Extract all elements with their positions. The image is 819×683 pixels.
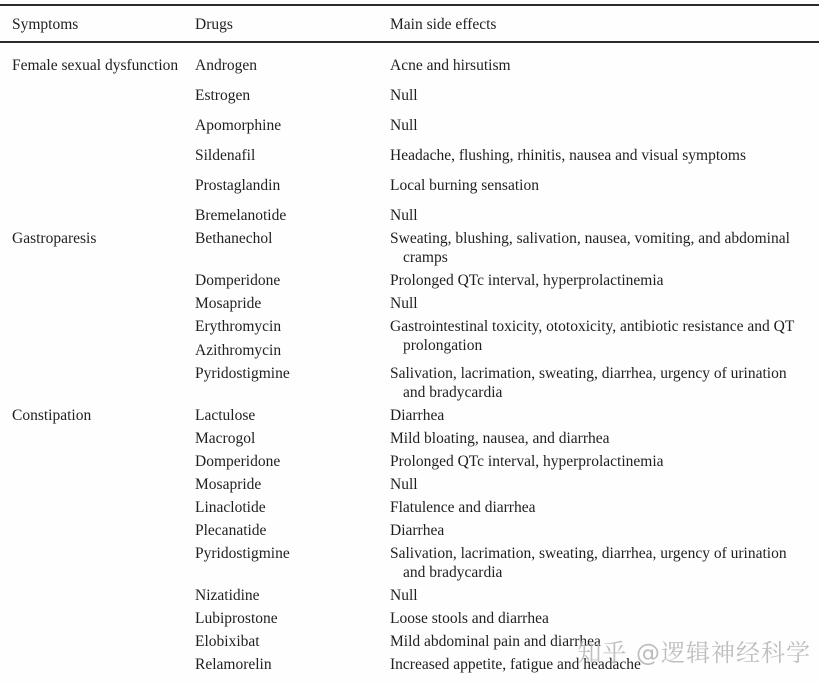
- table-row: [12, 475, 811, 494]
- effect-cell: Diarrhea: [390, 522, 445, 539]
- symptom-cell: [12, 176, 195, 195]
- effect-cell: Gastrointestinal toxicity, ototoxicity, antibiotic resistance and QT prolongation: [390, 318, 795, 354]
- effect-cell: Null: [390, 207, 418, 224]
- drug-name: Prostaglandin: [195, 177, 281, 194]
- effect-cell: Mild bloating, nausea, and diarrhea: [390, 430, 610, 447]
- drug-cell: [195, 452, 390, 471]
- drug-cell: [195, 475, 390, 494]
- drug-name: Sildenafil: [195, 147, 256, 164]
- drug-cell: [195, 86, 390, 105]
- table-row: [12, 632, 811, 651]
- drug-name: Erythromycin: [195, 318, 282, 335]
- column-header-drugs: Drugs: [195, 16, 233, 33]
- symptom-cell: [12, 206, 195, 225]
- table-row: [12, 86, 811, 105]
- symptom-cell: [12, 429, 195, 448]
- table-row: [12, 655, 811, 674]
- drug-cell: [195, 116, 390, 135]
- effect-cell: Acne and hirsutism: [390, 57, 511, 74]
- drug-name: Bethanechol: [195, 230, 273, 247]
- symptom-cell: [12, 655, 195, 674]
- drug-cell: [195, 176, 390, 195]
- effect-cell: Null: [390, 117, 418, 134]
- symptom-cell: [12, 317, 195, 360]
- drug-name: Mosapride: [195, 295, 262, 312]
- effect-cell: Local burning sensation: [390, 177, 539, 194]
- drug-name: Bremelanotide: [195, 207, 287, 224]
- symptom-cell: [12, 86, 195, 105]
- symptom-cell: [12, 475, 195, 494]
- symptom-cell: Constipation: [12, 407, 92, 424]
- table-row: [12, 406, 811, 425]
- drug-name: Azithromycin: [195, 342, 282, 359]
- drug-name: Apomorphine: [195, 117, 282, 134]
- drug-name: Mosapride: [195, 476, 262, 493]
- table-header-row: [0, 6, 819, 43]
- drug-cell: [195, 406, 390, 425]
- symptom-cell: Female sexual dysfunction: [12, 57, 179, 74]
- symptom-cell: [12, 609, 195, 628]
- symptom-cell: [12, 146, 195, 165]
- table-row: [12, 56, 811, 75]
- effect-cell: Loose stools and diarrhea: [390, 610, 549, 627]
- symptom-cell: [12, 271, 195, 290]
- symptom-cell: [12, 521, 195, 540]
- drug-name: Elobixibat: [195, 633, 260, 650]
- effect-cell: Null: [390, 587, 418, 604]
- effect-cell: Headache, flushing, rhinitis, nausea and visual symptoms: [390, 147, 747, 164]
- effect-cell: Salivation, lacrimation, sweating, diarrhea, urgency of urination and bradycardia: [390, 365, 787, 401]
- drug-name: Lubiprostone: [195, 610, 278, 627]
- table-row: [12, 271, 811, 290]
- drug-cell: [195, 206, 390, 225]
- table-row: [12, 544, 811, 582]
- table-row: [12, 146, 811, 165]
- column-header-symptoms: Symptoms: [12, 16, 79, 33]
- symptom-cell: [12, 452, 195, 471]
- table-row: [12, 521, 811, 540]
- table-row: [12, 116, 811, 135]
- drug-cell: [195, 56, 390, 75]
- drug-cell: [195, 317, 390, 360]
- table-row: [12, 586, 811, 605]
- symptom-cell: [12, 586, 195, 605]
- effect-cell: Null: [390, 87, 418, 104]
- drug-cell: [195, 586, 390, 605]
- side-effects-table: [0, 4, 819, 683]
- effect-cell: Prolonged QTc interval, hyperprolactinemia: [390, 272, 664, 289]
- drug-cell: [195, 364, 390, 402]
- effect-cell: Increased appetite, fatigue and headache: [390, 656, 641, 673]
- drug-name: Lactulose: [195, 407, 256, 424]
- table-row: [12, 609, 811, 628]
- drug-name: Nizatidine: [195, 587, 260, 604]
- drug-name: Macrogol: [195, 430, 256, 447]
- table-row: [12, 452, 811, 471]
- symptom-cell: [12, 294, 195, 313]
- effect-cell: Salivation, lacrimation, sweating, diarrhea, urgency of urination and bradycardia: [390, 545, 787, 581]
- table-body: [0, 43, 819, 683]
- symptom-cell: [12, 116, 195, 135]
- symptom-cell: [12, 544, 195, 582]
- drug-name: Domperidone: [195, 272, 281, 289]
- effect-cell: Flatulence and diarrhea: [390, 499, 536, 516]
- drug-name: Pyridostigmine: [195, 545, 290, 562]
- table-row: [12, 317, 811, 360]
- drug-cell: [195, 429, 390, 448]
- table-row: [12, 206, 811, 225]
- drug-name: Relamorelin: [195, 656, 272, 673]
- effect-cell: Prolonged QTc interval, hyperprolactinemia: [390, 453, 664, 470]
- effect-cell: Sweating, blushing, salivation, nausea, vomiting, and abdominal cramps: [390, 230, 790, 266]
- drug-cell: [195, 609, 390, 628]
- drug-name: Pyridostigmine: [195, 365, 290, 382]
- drug-cell: [195, 544, 390, 582]
- drug-cell: [195, 229, 390, 267]
- table-row: [12, 429, 811, 448]
- table-row: [12, 294, 811, 313]
- effect-cell: Null: [390, 295, 418, 312]
- drug-cell: [195, 632, 390, 651]
- drug-name: Domperidone: [195, 453, 281, 470]
- watermark: 知乎 @逻辑神经科学: [577, 639, 811, 667]
- drug-cell: [195, 271, 390, 290]
- drug-name: Estrogen: [195, 87, 251, 104]
- symptom-cell: Gastroparesis: [12, 230, 97, 247]
- table-row: [12, 364, 811, 402]
- drug-cell: [195, 521, 390, 540]
- table-row: [12, 176, 811, 195]
- drug-cell: [195, 146, 390, 165]
- table-row: [12, 498, 811, 517]
- effect-cell: Null: [390, 476, 418, 493]
- drug-cell: [195, 655, 390, 674]
- symptom-cell: [12, 364, 195, 402]
- drug-cell: [195, 498, 390, 517]
- symptom-cell: [12, 632, 195, 651]
- symptom-cell: [12, 498, 195, 517]
- table-row: [12, 229, 811, 267]
- drug-cell: [195, 294, 390, 313]
- effect-cell: Diarrhea: [390, 407, 445, 424]
- drug-name: Androgen: [195, 57, 257, 74]
- drug-name: Linaclotide: [195, 499, 266, 516]
- effect-cell: Mild abdominal pain and diarrhea: [390, 633, 601, 650]
- column-header-main-side-effects: Main side effects: [390, 16, 497, 33]
- drug-name: Plecanatide: [195, 522, 267, 539]
